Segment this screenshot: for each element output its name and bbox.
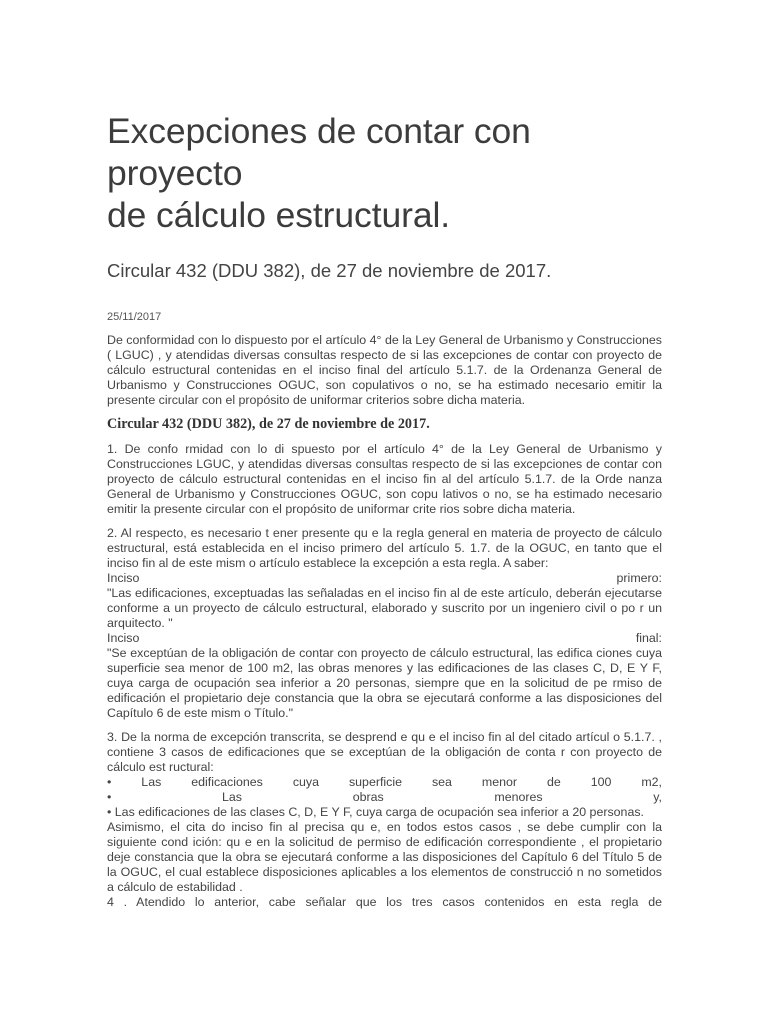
intro-paragraph: De conformidad con lo dispuesto por el artículo 4° de la Ley General de Urbanismo y Construcciones ( LGUC) , y atendidas diversas consultas respecto de si las excepciones de contar con proyecto de cálculo estructural contenidas en el inciso final del artículo 5.1.7. de la Ordenanza General de Urbanismo y Construcciones OGUC, son copulativos o no, se ha estimado necesario emitir la presente circular con el propósito de uniformar criterios sobre dicha materia.: [107, 333, 662, 407]
publish-date: 25/11/2017: [107, 311, 162, 323]
inciso-final-label: Inciso final:: [107, 631, 662, 645]
paragraph-2: [107, 526, 662, 721]
list-item: • Las obras menores y,: [107, 790, 662, 804]
asimismo-paragraph: Asimismo, el cita do inciso fin al precisa qu e, en todos estos casos , se debe cumplir con la siguiente cond ición: qu e en la solicitud de permiso de edificación correspondiente , el propietario deje constancia que la obra se ejecutará conforme a las disposiciones del Capítulo 6 del Título 5 de la OGUC, el cual establece disposiciones aplicables a los elementos de construcció n no sometidos a cálculo de estabilidad .: [107, 820, 662, 894]
list-item: • Las edificaciones cuya superficie sea menor de 100 m2,: [107, 775, 662, 789]
inciso-final-quote: "Se exceptúan de la obligación de contar con proyecto de cálculo estructural, las edifica ciones cuya superficie sea menor de 100 m2, las obras menores y las edificaciones de las clases C, D, E Y F, cuya carga de ocupación sea inferior a 20 personas, siempre que en la solicitud de pe rmiso de edificación el propietario deje constancia que la obra se ejecutará conforme a las disposiciones del Capítulo 6 de este mism o Título.": [107, 646, 662, 720]
inciso-primero-label: Inciso primero:: [107, 571, 662, 585]
title-line-2: de cálculo estructural.: [107, 195, 451, 235]
circular-heading: Circular 432 (DDU 382), de 27 de noviembre de 2017.: [107, 416, 430, 432]
paragraph-3: [107, 730, 662, 910]
paragraph-2-text: 2. Al respecto, es necesario t ener presente qu e la regla general en materia de proyecto de cálculo estructural, está establecida en el inciso primero del artículo 5. 1.7. de la OGUC, en tanto que el inciso fin al de este mism o artículo establece la excepción a esta regla. A saber:: [107, 526, 662, 570]
page-subtitle: Circular 432 (DDU 382), de 27 de noviembre de 2017.: [107, 260, 552, 281]
paragraph-3-text: 3. De la norma de excepción transcrita, se desprend e qu e el inciso fin al del citado artícul o 5.1.7. , contiene 3 casos de edificaciones que se exceptúan de la obligación de conta r con proyecto de cálculo est ructural:: [107, 730, 662, 774]
document-body: [107, 333, 662, 910]
title-line-1: Excepciones de contar con proyecto: [107, 111, 531, 193]
list-item: • Las edificaciones de las clases C, D, E Y F, cuya carga de ocupación sea inferior a 20 personas.: [107, 805, 644, 819]
inciso-primero-quote: "Las edificaciones, exceptuadas las señaladas en el inciso fin al de este artículo, deberán ejecutarse conforme a un proyecto de cálculo estructural, elaborado y suscrito por un ingeniero civil o po r un arquitecto. ": [107, 586, 662, 630]
document-page: [107, 110, 662, 910]
paragraph-1: 1. De confo rmidad con lo di spuesto por el artículo 4° de la Ley General de Urbanismo y Construcciones LGUC, y atendidas diversas consultas respecto de si las excepciones de contar con proyecto de cálculo estructural contenidas en el inciso fin al del artículo 5.1.7. de la Orde nanza General de Urbanismo y Construcciones OGUC, son copu lativos o no, se ha estimado necesario emitir la presente circular con el propósito de uniformar crite rios sobre dicha materia.: [107, 442, 662, 516]
paragraph-4-start: 4 . Atendido lo anterior, cabe señalar que los tres casos contenidos en esta regla de: [107, 895, 662, 909]
page-title: [107, 110, 662, 236]
